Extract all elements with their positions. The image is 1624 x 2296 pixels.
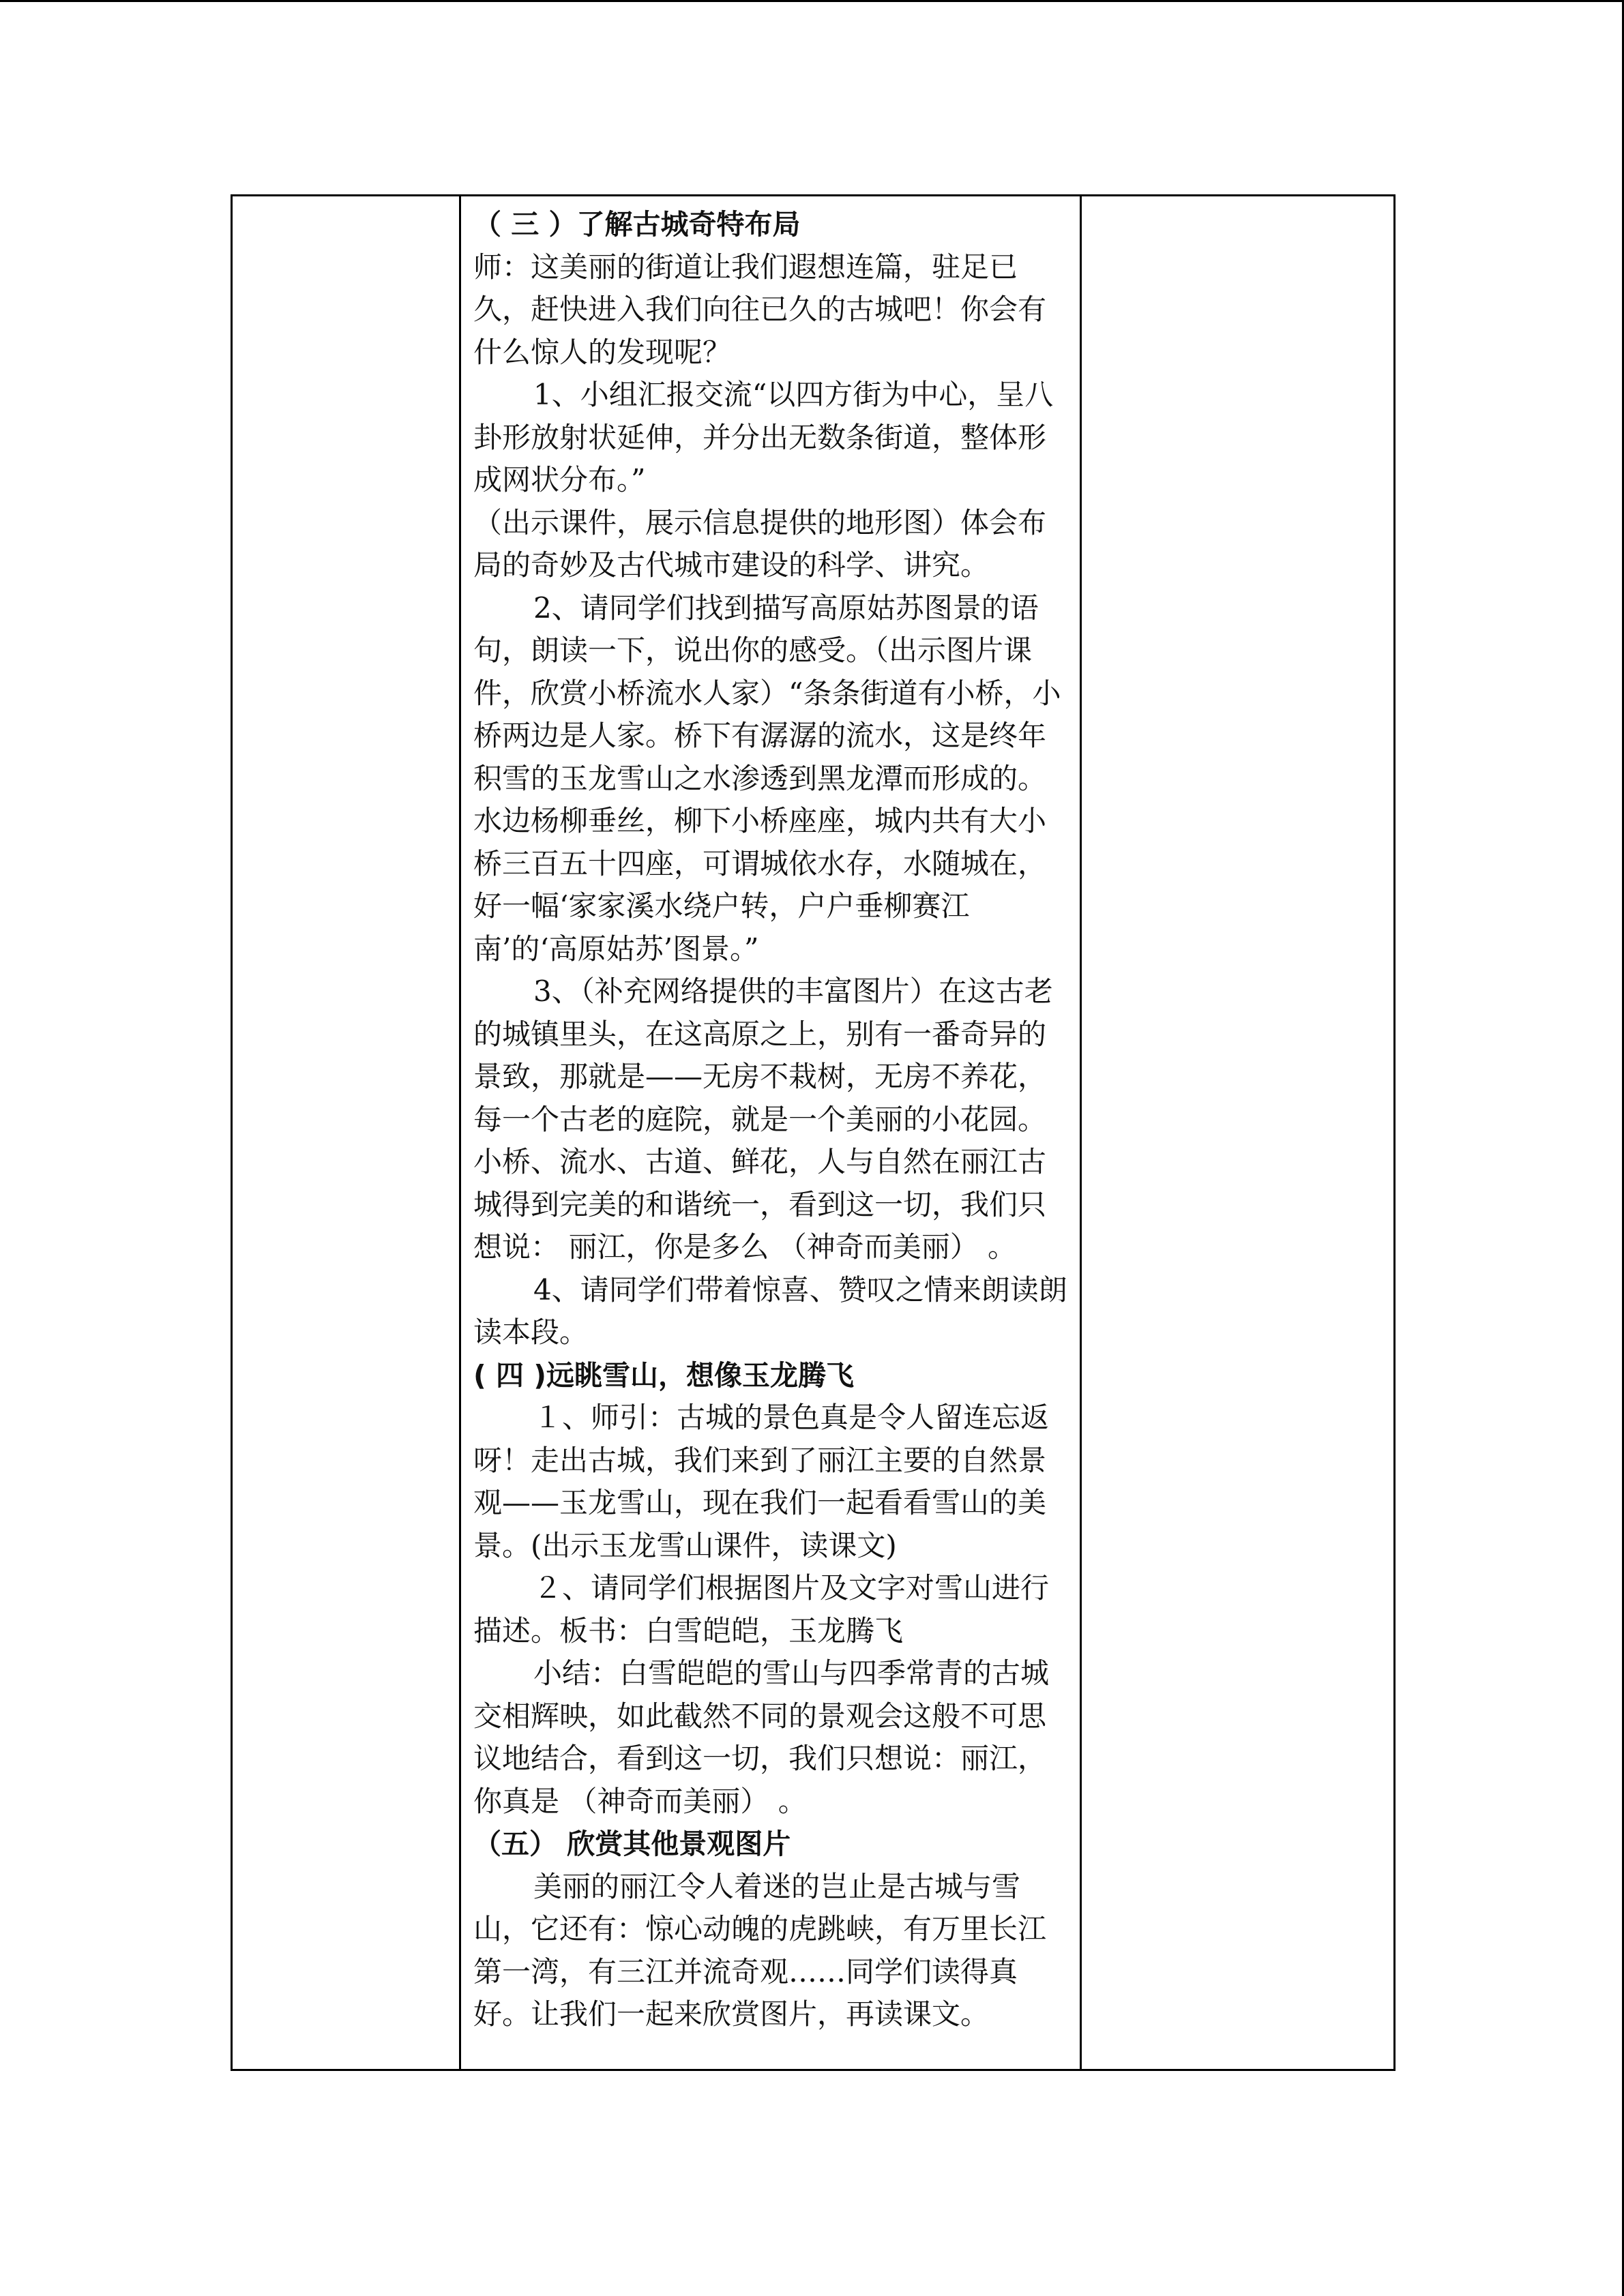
teaching-process-cell bbox=[460, 196, 1081, 2070]
section-heading: （ 三 ）了解古城奇特布局 bbox=[473, 208, 801, 241]
paragraph: 小结：白雪皑皑的雪山与四季常青的古城交相辉映，如此截然不同的景观会这般不可思议地结合，看到这一切，我们只想说：丽江，你真是 （神奇而美丽） 。 bbox=[473, 1656, 1050, 1818]
paragraph: 4、请同学们带着惊喜、赞叹之情来朗读朗读本段。 bbox=[473, 1272, 1067, 1349]
right-column-cell bbox=[1081, 196, 1395, 2070]
paragraph: 3、（补充网络提供的丰富图片）在这古老的城镇里头，在这高原之上，别有一番奇异的景致，那就是——无房不栽树，无房不养花，每一个古老的庭院，就是一个美丽的小花园。小桥、流水、古道、鲜花，人与自然在丽江古城得到完美的和谐统一，看到这一切，我们只想说： 丽江，你是多么 （神奇而美丽） 。 bbox=[473, 974, 1053, 1264]
paragraph: １、师引：古城的景色真是令人留连忘返呀！走出古城，我们来到了丽江主要的自然景观——玉龙雪山，现在我们一起看看雪山的美景。(出示玉龙雪山课件，读课文) bbox=[473, 1401, 1050, 1562]
paragraph: （出示课件，展示信息提供的地形图）体会布局的奇妙及古代城市建设的科学、讲究。 bbox=[473, 505, 1047, 582]
paragraph: ２、请同学们根据图片及文字对雪山进行描述。板书：白雪皑皑，玉龙腾飞 bbox=[473, 1571, 1050, 1648]
paragraph: 师：这美丽的街道让我们遐想连篇，驻足已久，赶快进入我们向往已久的古城吧！你会有什么惊人的发现呢？ bbox=[473, 250, 1047, 369]
table-row bbox=[232, 196, 1395, 2070]
lesson-plan-table bbox=[231, 194, 1396, 2071]
paragraph: 1、小组汇报交流“以四方街为中心，呈八卦形放射状延伸，并分出无数条街道，整体形成网状分布。” bbox=[473, 378, 1054, 496]
left-column-cell bbox=[232, 196, 460, 2070]
teaching-process-content bbox=[461, 196, 1080, 2036]
paragraph: 2、请同学们找到描写高原姑苏图景的语句，朗读一下，说出你的感受。（出示图片课件，欣赏小桥流水人家）“条条街道有小桥，小桥两边是人家。桥下有潺潺的流水，这是终年积雪的玉龙雪山之水渗透到黑龙潭而形成的。水边杨柳垂丝，柳下小桥座座，城内共有大小桥三百五十四座，可谓城依水存，水随城在，好一幅‘家家溪水绕户转，户户垂柳赛江南’的‘高原姑苏’图景。” bbox=[473, 591, 1061, 966]
section-heading: ( 四 )远眺雪山，想像玉龙腾飞 bbox=[473, 1358, 855, 1392]
page-top-border bbox=[0, 0, 1624, 2]
paragraph: 美丽的丽江令人着迷的岂止是古城与雪山，它还有：惊心动魄的虎跳峡，有万里长江第一湾，有三江并流奇观……同学们读得真好。让我们一起来欣赏图片，再读课文。 bbox=[473, 1869, 1047, 2031]
section-heading: （五） 欣赏其他景观图片 bbox=[473, 1828, 791, 1860]
